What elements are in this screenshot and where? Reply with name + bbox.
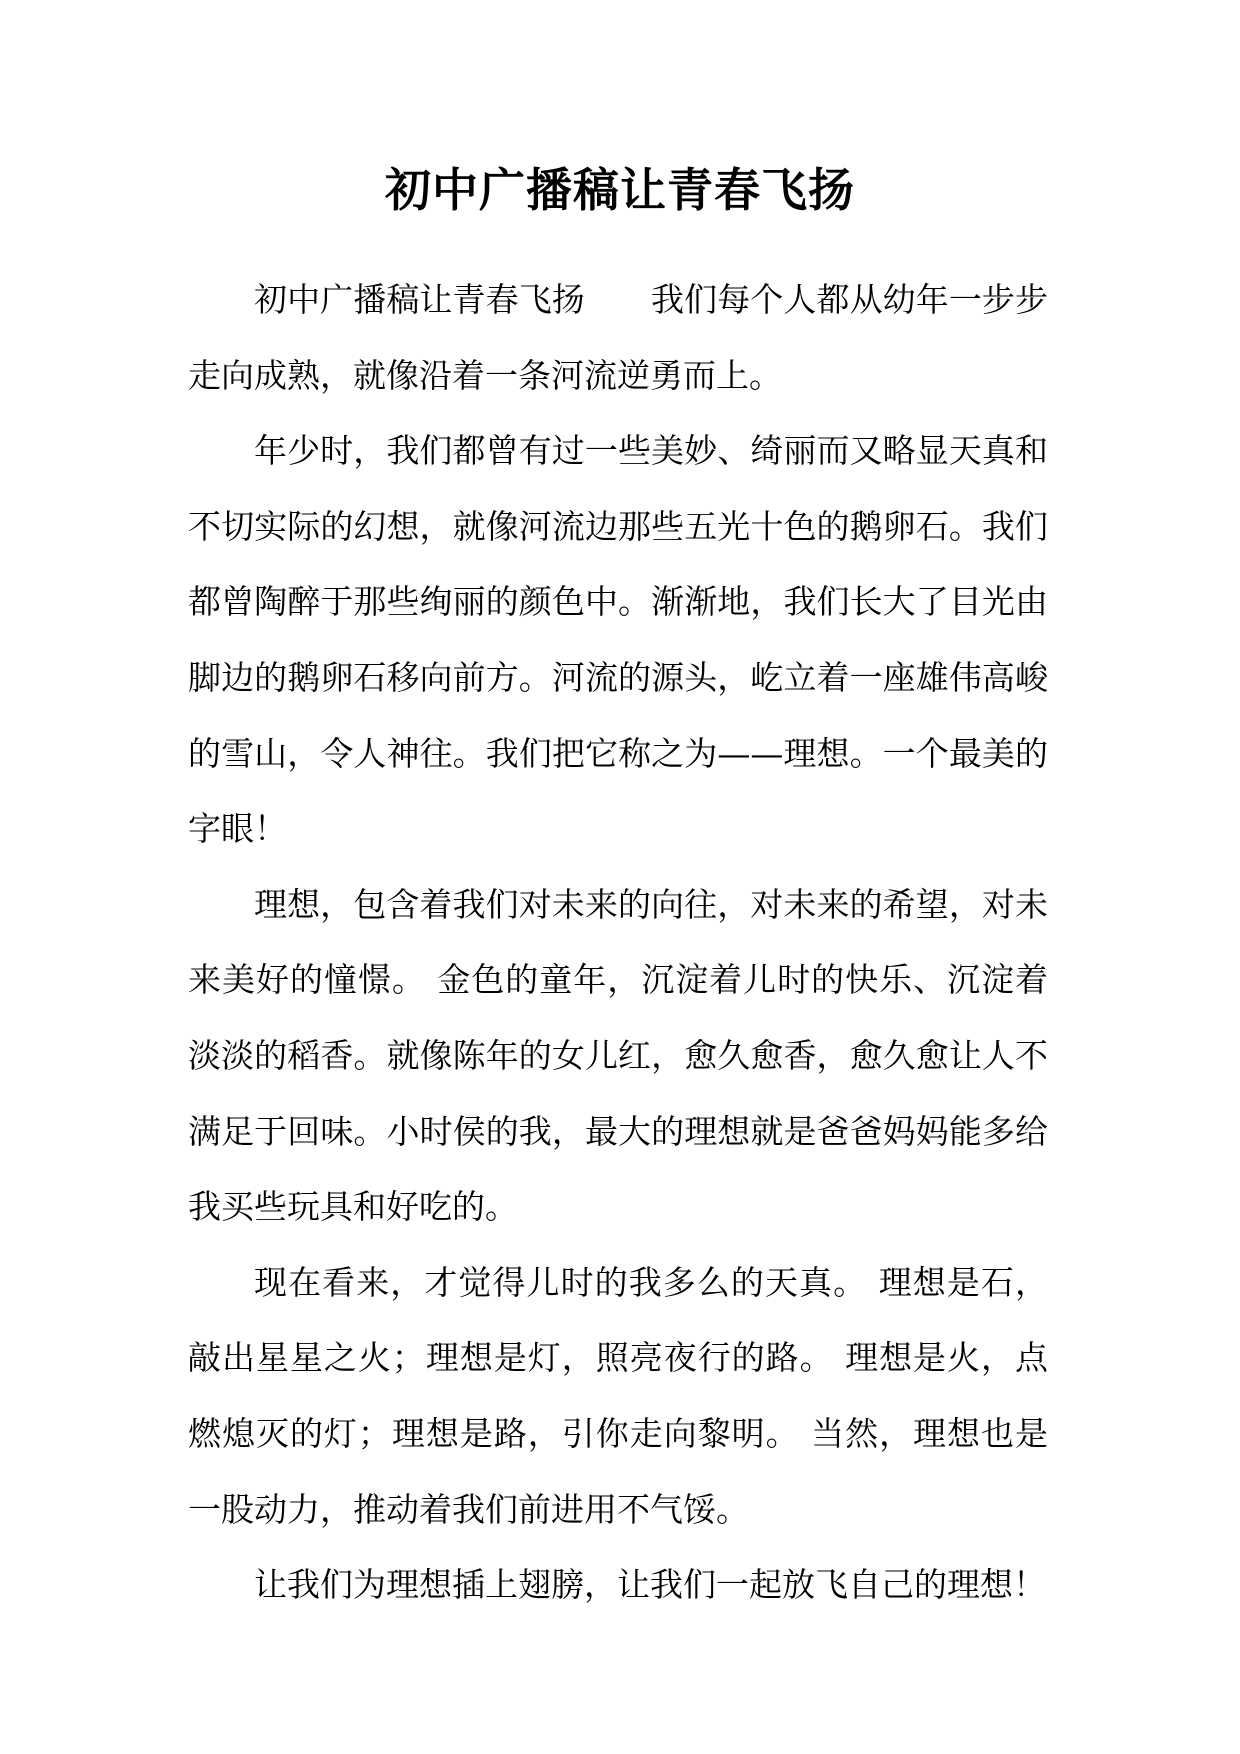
document-title: 初中广播稿让青春飞扬 xyxy=(385,163,855,217)
paragraph-5: 让我们为理想插上翅膀，让我们一起放飞自己的理想！ xyxy=(254,1565,1046,1605)
paragraph-1: 初中广播稿让青春飞扬 我们每个人都从幼年一步步走向成熟，就像沿着一条河流逆勇而上。 xyxy=(188,280,1048,395)
document-body xyxy=(188,262,1048,1623)
paragraph-3: 理想，包含着我们对未来的向往，对未来的希望，对未来美好的憧憬。 金色的童年，沉淀着儿时的快乐、沉淀着淡淡的稻香。就像陈年的女儿红，愈久愈香，愈久愈让人不满足于回味。小时侯的我，最大的理想就是爸爸妈妈能多给我买些玩具和好吃的。 xyxy=(188,884,1048,1227)
paragraph-2: 年少时，我们都曾有过一些美妙、绮丽而又略显天真和不切实际的幻想，就像河流边那些五光十色的鹅卵石。我们都曾陶醉于那些绚丽的颜色中。渐渐地，我们长大了目光由脚边的鹅卵石移向前方。河流的源头，屹立着一座雄伟高峻的雪山，令人神往。我们把它称之为——理想。一个最美的字眼！ xyxy=(188,431,1048,849)
paragraph-4: 现在看来，才觉得儿时的我多么的天真。 理想是石，敲出星星之火；理想是灯，照亮夜行的路。 理想是火，点燃熄灭的灯；理想是路，引你走向黎明。 当然，理想也是一股动力，推动着我们前进用不气馁。 xyxy=(188,1262,1048,1529)
